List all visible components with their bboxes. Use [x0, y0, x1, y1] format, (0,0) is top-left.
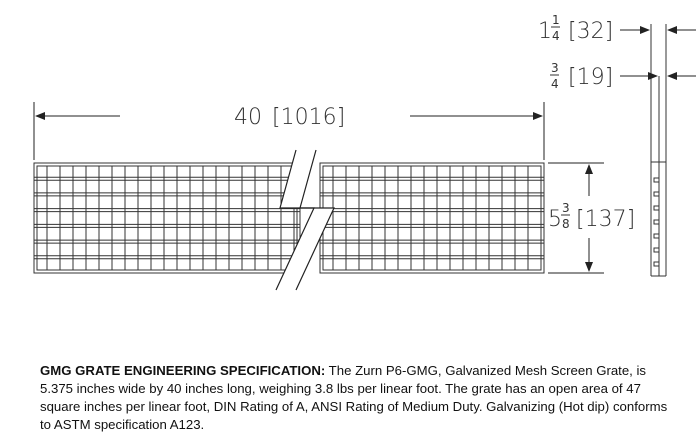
- width-label: [548, 201, 635, 232]
- svg-text:5: 5: [548, 207, 562, 232]
- engineering-specification: [40, 362, 680, 434]
- svg-text:3: 3: [551, 61, 559, 75]
- svg-text:3: 3: [562, 201, 570, 215]
- svg-text:1: 1: [538, 19, 552, 44]
- spec-body: The Zurn P6-GMG, Galvanized Mesh Screen Grate, is 5.375 inches wide by 40 inches long, weighing 3.8 lbs per linear foot. The grate has an open area of 47 square inches per linear foot, DIN Rating of A, ANSI Rating of Medium Duty. Galvanizing (Hot dip) conforms to ASTM specification A123.: [40, 363, 668, 432]
- svg-text:4: 4: [551, 77, 559, 91]
- svg-text:4: 4: [552, 29, 560, 43]
- side-view-slots: [654, 178, 659, 266]
- height-bar-label: [550, 61, 613, 91]
- grate-mesh-right: [320, 163, 544, 273]
- svg-text:8: 8: [562, 217, 570, 231]
- length-label: 40 [1016]: [234, 105, 346, 130]
- svg-text:[137]: [137]: [576, 207, 636, 232]
- spec-heading: GMG GRATE ENGINEERING SPECIFICATION:: [40, 363, 326, 378]
- height-total-label: [538, 13, 613, 44]
- grate-side-view: [651, 24, 666, 276]
- grate-mesh-left: [34, 163, 300, 273]
- break-line: [276, 150, 334, 290]
- svg-text:[32]: [32]: [568, 19, 614, 44]
- svg-text:[19]: [19]: [568, 65, 614, 90]
- svg-text:1: 1: [552, 13, 560, 27]
